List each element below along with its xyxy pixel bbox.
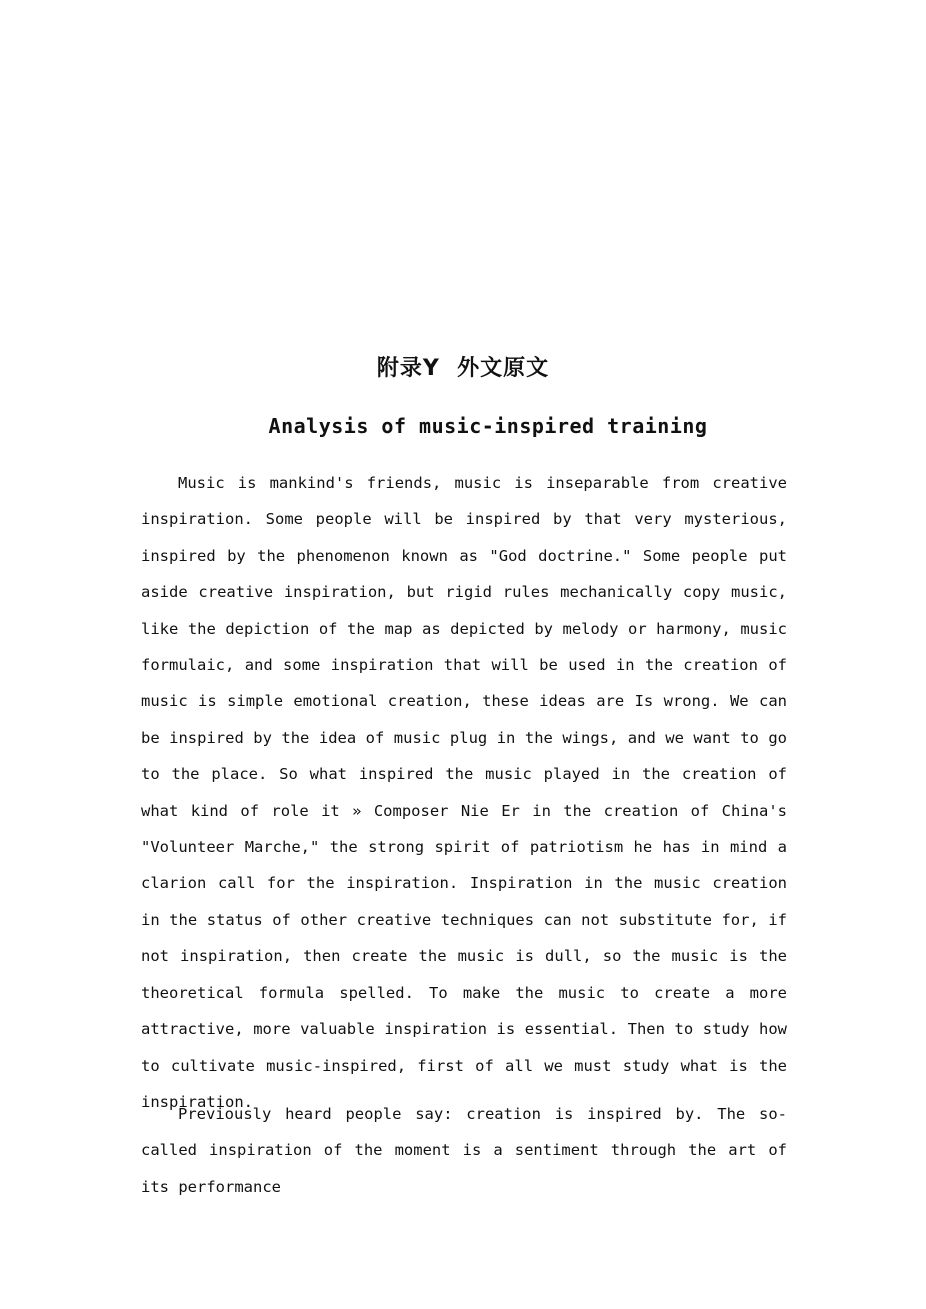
article-title: Analysis of music-inspired training <box>268 414 708 438</box>
body-paragraph-1: Music is mankind's friends, music is inseparable from creative inspiration. Some people will be inspired by that very mysterious, inspired by the phenomenon known as "God doctrine." Some people put aside creative inspiration, but rigid rules mechanically copy music, like the depiction of the map as depicted by melody or harmony, music formulaic, and some inspiration that will be used in the creation of music is simple emotional creation, these ideas are Is wrong. We can be inspired by the idea of music plug in the wings, and we want to go to the place. So what inspired the music played in the creation of what kind of role it » Composer Nie Er in the creation of China's "Volunteer Marche," the strong spirit of patriotism he has in mind a clarion call for the inspiration. Inspiration in the music creation in the status of other creative techniques can not substitute for, if not inspiration, then create the music is dull, so the music is the theoretical formula spelled. To make the music to create a more attractive, more valuable inspiration is essential. Then to study how to cultivate music-inspired, first of all we must study what is the inspiration. <box>141 474 787 1111</box>
body-paragraph-2: Previously heard people say: creation is inspired by. The so-called inspiration of the moment is a sentiment through the art of its performance <box>141 1105 787 1196</box>
appendix-heading: 附录Y 外文原文 <box>376 356 550 381</box>
